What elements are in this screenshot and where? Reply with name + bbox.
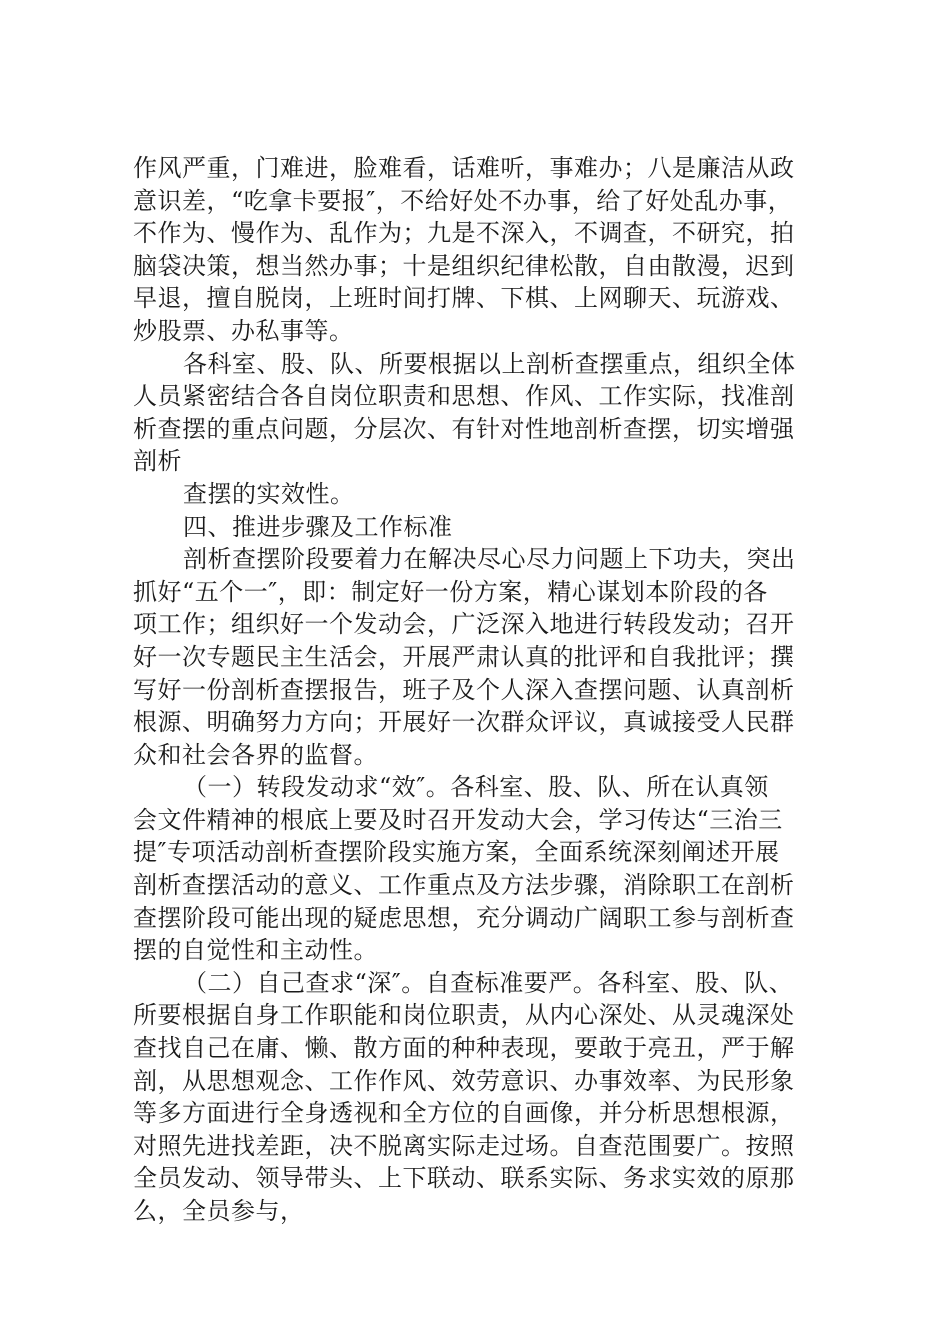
text-line: 作风严重，门难进，脸难看，话难听，事难办；八是廉洁从政 bbox=[133, 154, 795, 182]
text-line: 炒股票、办私事等。 bbox=[133, 316, 354, 345]
text-line: 写好一份剖析查摆报告，班子及个人深入查摆问题、认真剖析 bbox=[133, 675, 795, 704]
text-line: 意识差，“吃拿卡要报″，不给好处不办事，给了好处乱办事， bbox=[133, 186, 793, 215]
text-line: 会文件精神的根底上要及时召开发动大会，学习传达“三治三 bbox=[133, 805, 783, 834]
text-line: 人员紧密结合各自岗位职责和思想、作风、工作实际，找准剖 bbox=[133, 382, 795, 411]
text-line: 等多方面进行全身透视和全方位的自画像，并分析思想根源， bbox=[133, 1099, 795, 1128]
text-line: 么，全员参与， bbox=[133, 1197, 305, 1225]
text-line: 查摆阶段可能出现的疑虑思想，充分调动广阔职工参与剖析查 bbox=[133, 903, 795, 932]
text-line: 对照先进找差距，决不脱离实际走过场。自查范围要广。按照 bbox=[133, 1131, 795, 1160]
text-line: 抓好“五个一″，即：制定好一份方案，精心谋划本阶段的各 bbox=[133, 577, 768, 606]
text-line: 项工作；组织好一个发动会，广泛深入地进行转段发动；召开 bbox=[133, 610, 795, 639]
text-line: 剖析查摆阶段要着力在解决尽心尽力问题上下功夫，突出 bbox=[183, 545, 796, 574]
text-line: （一）转段发动求“效″。各科室、股、队、所在认真领 bbox=[183, 773, 769, 802]
text-line: 早退，擅自脱岗，上班时间打牌、下棋、上网聊天、玩游戏、 bbox=[133, 284, 795, 313]
text-line: 提″专项活动剖析查摆阶段实施方案，全面系统深刻阐述开展 bbox=[133, 838, 780, 867]
text-line: 脑袋决策，想当然办事；十是组织纪律松散，自由散漫，迟到 bbox=[133, 251, 795, 280]
text-line: 众和社会各界的监督。 bbox=[133, 740, 378, 769]
text-line: 各科室、股、队、所要根据以上剖析查摆重点，组织全体 bbox=[183, 349, 796, 378]
text-line: 根源、明确努力方向；开展好一次群众评议，真诚接受人民群 bbox=[133, 708, 795, 737]
text-line: 查找自己在庸、懒、散方面的种种表现，要敢于亮丑，严于解 bbox=[133, 1034, 795, 1063]
document-body bbox=[133, 152, 833, 1228]
text-line: 析查摆的重点问题，分层次、有针对性地剖析查摆，切实增强 bbox=[133, 414, 795, 443]
text-line: 查摆的实效性。 bbox=[183, 479, 355, 508]
text-line: 剖，从思想观念、工作作风、效劳意识、办事效率、为民形象 bbox=[133, 1066, 795, 1095]
text-line: 全员发动、领导带头、上下联动、联系实际、务求实效的原那 bbox=[133, 1164, 795, 1193]
text-line: （二）自己查求“深″。自查标准要严。各科室、股、队、 bbox=[183, 968, 794, 997]
text-line: 好一次专题民主生活会，开展严肃认真的批评和自我批评；撰 bbox=[133, 642, 795, 671]
text-line: 剖析 bbox=[133, 447, 182, 476]
text-line: 不作为、慢作为、乱作为；九是不深入，不调查，不研究，拍 bbox=[133, 219, 795, 248]
text-line: 摆的自觉性和主动性。 bbox=[133, 936, 378, 965]
text-line: 四、推进步骤及工作标准 bbox=[183, 512, 453, 541]
text-line: 剖析查摆活动的意义、工作重点及方法步骤，消除职工在剖析 bbox=[133, 871, 795, 900]
text-line: 所要根据自身工作职能和岗位职责，从内心深处、从灵魂深处 bbox=[133, 1001, 795, 1030]
